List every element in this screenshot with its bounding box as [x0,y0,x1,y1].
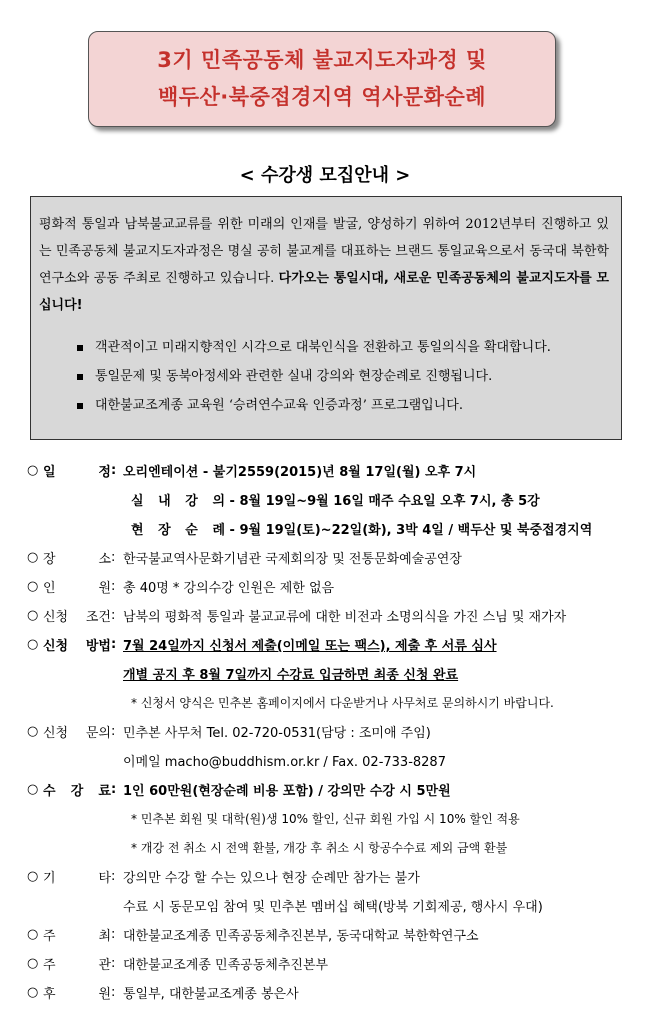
square-bullet-icon [77,403,83,409]
inquiry-email: 이메일 macho@buddhism.or.kr / Fax. 02-733-8287 [123,755,446,770]
sponsor-row [27,978,637,1007]
capacity-value: 총 40명 * 강의수강 인원은 제한 없음 [123,581,335,596]
schedule-pilgrimage [27,514,637,543]
schedule-orientation: 오리엔테이션 - 불기2559(2015)년 8월 17일(월) 오후 7시 [123,465,477,480]
method-line-2-row [27,659,637,688]
intro-bold-text: 다가오는 통일시대, 새로운 민족공동체의 불교지도자를 모십니다! [39,271,609,313]
circle-bullet-icon: ○ [27,985,39,1000]
circle-bullet-icon: ○ [27,927,39,942]
colon: : [111,608,116,623]
square-bullet-icon [77,345,83,351]
sponsor-value: 통일부, 대한불교조계종 봉은사 [123,987,299,1002]
circle-bullet-icon: ○ [27,724,39,739]
host-label: 주 최 [43,929,111,944]
organizer-label: 주 관 [43,958,111,973]
square-bullet-icon [77,374,83,380]
inquiry-label: 신청 문의 [43,726,111,741]
circle-bullet-icon: ○ [27,579,39,594]
fee-note-refund: * 개강 전 취소 시 전액 환불, 개강 후 취소 시 항공수수료 제외 금액 환불 [131,841,508,855]
host-row [27,920,637,949]
method-line-1: 7월 24일까지 신청서 제출(이메일 또는 팩스), 제출 후 서류 심사 [123,639,497,654]
bullet-item [77,333,609,362]
colon: : [111,869,116,884]
circle-bullet-icon: ○ [27,869,39,884]
condition-value: 남북의 평화적 통일과 불교교류에 대한 비전과 소명의식을 가진 스님 및 재가자 [123,610,567,625]
organizer-row [27,949,637,978]
place-label: 장 소 [43,552,111,567]
bullet-item [77,362,609,391]
host-value: 대한불교조계종 민족공동체추진본부, 동국대학교 북한학연구소 [123,929,479,944]
colon: : [111,550,116,565]
intro-bullets [77,333,609,420]
subtitle: < 수강생 모집안내 > [239,165,411,186]
colon: : [111,956,116,971]
etc-line-1: 강의만 수강 할 수는 있으나 현장 순례만 참가는 불가 [123,871,420,886]
schedule-lecture [27,485,637,514]
fee-label: 수 강 료 [43,784,111,799]
circle-bullet-icon: ○ [27,608,39,623]
place-row [27,543,637,572]
colon: : [111,579,116,594]
colon: : [111,463,117,478]
bullet-item [77,391,609,420]
method-note: * 신청서 양식은 민추본 홈페이지에서 다운받거나 사무처로 문의하시기 바랍니다. [131,696,554,710]
intro-text: 평화적 통일과 남북불교교류를 위한 미래의 인재를 발굴, 양성하기 위하여 2012년부터 진행하고 있는 민족공동체 불교지도자과정은 명실 공히 불교계를 대표하는 브랜드 통일교육으로서 동국대 북한학연구소와 공동 주최로 진행하고 있습니다. [39,217,609,286]
fee-value: 1인 60만원(현장순례 비용 포함) / 강의만 수강 시 5만원 [123,784,451,799]
inquiry-row [27,717,637,746]
circle-bullet-icon: ○ [27,550,39,565]
condition-label: 신청 조건 [43,610,111,625]
info-list [27,456,637,1007]
schedule-label: 일 정 [43,465,111,480]
title-banner [88,31,556,127]
circle-bullet-icon: ○ [27,956,39,971]
method-line-2: 개별 공지 후 8월 7일까지 수강료 입금하면 최종 신청 완료 [123,668,459,683]
circle-bullet-icon: ○ [27,637,39,652]
title-line-1: 3기 민족공동체 불교지도자과정 및 [157,48,487,72]
place-value: 한국불교역사문화기념관 국제회의장 및 전통문화예술공연장 [123,552,462,567]
intro-paragraph [39,211,609,319]
intro-box [30,196,622,440]
lecture-text: - 8월 19일~9월 16일 매주 수요일 오후 7시, 총 5강 [229,494,540,509]
lecture-label: 실 내 강 의 [131,494,225,509]
method-row [27,630,637,659]
colon: : [111,782,117,797]
fee-row [27,775,637,804]
schedule-row [27,456,637,485]
capacity-row [27,572,637,601]
etc-row [27,862,637,891]
etc-label: 기 타 [43,871,111,886]
circle-bullet-icon: ○ [27,463,39,478]
bullet-text: 객관적이고 미래지향적인 시각으로 대북인식을 전환하고 통일의식을 확대합니다. [95,340,551,355]
circle-bullet-icon: ○ [27,782,39,797]
sponsor-label: 후 원 [43,987,111,1002]
fee-note-discount: * 민추본 회원 및 대학(원)생 10% 할인, 신규 회원 가입 시 10% 할인 적용 [131,812,520,826]
bullet-text: 통일문제 및 동북아정세와 관련한 실내 강의와 현장순례로 진행됩니다. [95,369,493,384]
etc-line-2: 수료 시 동문모임 참여 및 민추본 멤버십 혜택(방북 기회제공, 행사시 우대) [123,900,543,915]
method-label: 신청 방법 [43,639,111,654]
colon: : [111,637,117,652]
colon: : [111,724,116,739]
colon: : [111,985,116,1000]
organizer-value: 대한불교조계종 민족공동체추진본부 [123,958,329,973]
pilgrimage-label: 현 장 순 례 [131,523,225,538]
capacity-label: 인 원 [43,581,111,596]
condition-row [27,601,637,630]
title-line-2: 백두산·북중접경지역 역사문화순례 [157,85,487,109]
pilgrimage-text: - 9월 19일(토)~22일(화), 3박 4일 / 백두산 및 북중접경지역 [229,523,593,538]
bullet-text: 대한불교조계종 교육원 ‘승려연수교육 인증과정’ 프로그램입니다. [95,398,463,413]
colon: : [111,927,116,942]
inquiry-phone: 민추본 사무처 Tel. 02-720-0531(담당 : 조미애 주임) [123,726,431,741]
